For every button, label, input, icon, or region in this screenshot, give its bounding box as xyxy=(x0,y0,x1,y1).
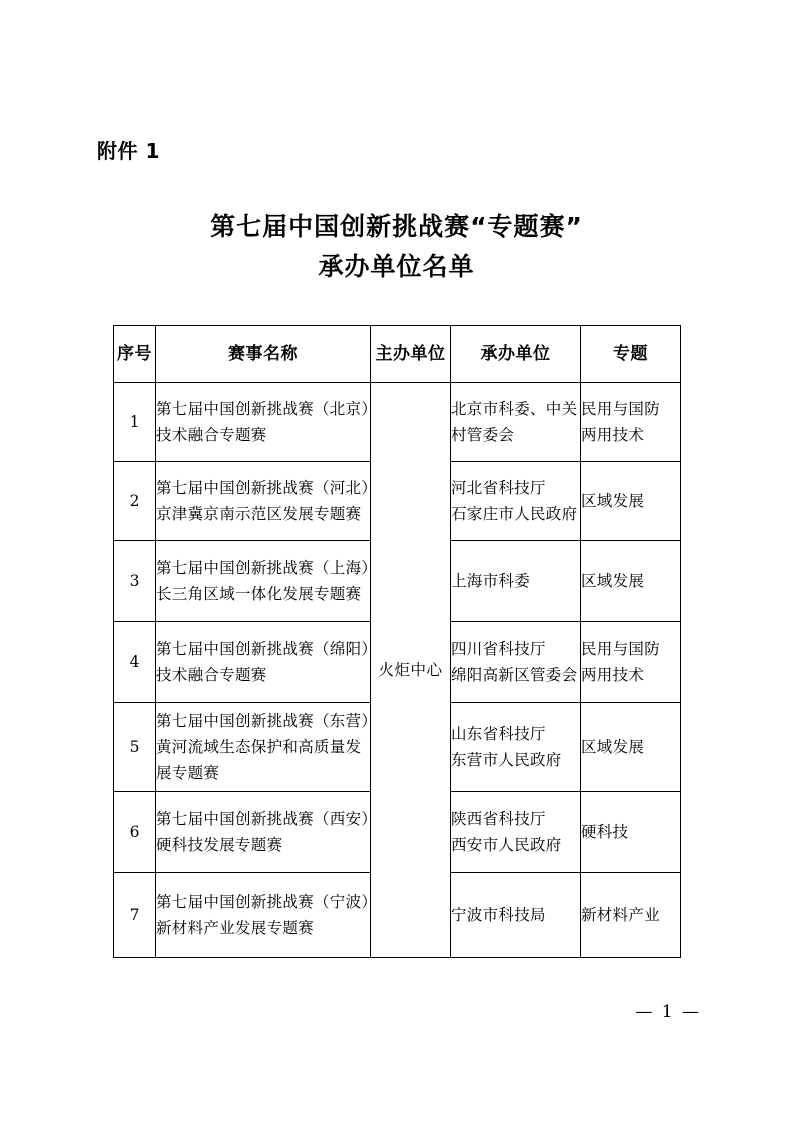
cell-event-name-line-2: 长三角区域一体化发展专题赛 xyxy=(156,585,362,603)
cell-event-name-line-2: 技术融合专题赛 xyxy=(156,666,267,684)
cell-topic-line-2: 两用技术 xyxy=(581,666,645,684)
cell-topic xyxy=(581,541,681,622)
cell-organizer-line-2: 东营市人民政府 xyxy=(451,751,562,769)
cell-seq: 1 xyxy=(114,383,156,462)
cell-topic xyxy=(581,792,681,873)
cell-event-name xyxy=(156,792,378,873)
cell-event-name xyxy=(156,873,378,958)
cell-topic-line-1: 区域发展 xyxy=(581,738,645,756)
cell-event-name xyxy=(156,541,378,622)
cell-organizer-line-1: 山东省科技厅 xyxy=(451,725,546,743)
cell-organizer-line-1: 上海市科委 xyxy=(451,572,531,590)
attachment-label: 附件 1 xyxy=(97,139,160,163)
header-cell-topic: 专题 xyxy=(581,326,681,383)
cell-topic-line-1: 区域发展 xyxy=(581,572,645,590)
cell-topic-line-1: 民用与国防 xyxy=(581,400,661,418)
cell-seq: 5 xyxy=(114,703,156,792)
table-header-row xyxy=(114,326,681,383)
cell-event-name-line-1: 第七届中国创新挑战赛（宁波） xyxy=(156,893,378,911)
cell-organizer xyxy=(451,541,581,622)
cell-organizer xyxy=(451,703,581,792)
cell-seq: 6 xyxy=(114,792,156,873)
cell-organizer xyxy=(451,873,581,958)
cell-event-name-line-1: 第七届中国创新挑战赛（东营） xyxy=(156,712,378,730)
cell-organizer-line-1: 陕西省科技厅 xyxy=(451,810,546,828)
cell-organizer-line-2: 石家庄市人民政府 xyxy=(451,505,578,523)
cell-topic-line-1: 区域发展 xyxy=(581,492,645,510)
cell-organizer-line-1: 四川省科技厅 xyxy=(451,640,546,658)
cell-topic-line-1: 硬科技 xyxy=(581,823,629,841)
cell-topic-line-2: 两用技术 xyxy=(581,426,645,444)
cell-topic xyxy=(581,873,681,958)
cell-seq: 2 xyxy=(114,462,156,541)
cell-organizer-line-2: 绵阳高新区管委会 xyxy=(451,666,578,684)
cell-topic xyxy=(581,703,681,792)
cell-event-name xyxy=(156,703,378,792)
cell-event-name-line-1: 第七届中国创新挑战赛（西安） xyxy=(156,810,378,828)
page-title-line-1: 第七届中国创新挑战赛“专题赛” xyxy=(210,212,583,241)
header-cell-seq: 序号 xyxy=(114,326,156,383)
cell-event-name-line-2: 黄河流域生态保护和高质量发 xyxy=(156,738,362,756)
cell-event-name-line-2: 新材料产业发展专题赛 xyxy=(156,919,315,937)
organizer-table xyxy=(113,325,681,958)
cell-host-merged: 火炬中心 xyxy=(371,383,451,958)
cell-event-name-line-2: 技术融合专题赛 xyxy=(156,426,267,444)
cell-topic xyxy=(581,622,681,703)
cell-event-name-line-1: 第七届中国创新挑战赛（北京） xyxy=(156,400,378,418)
cell-topic-line-1: 民用与国防 xyxy=(581,640,661,658)
header-cell-host: 主办单位 xyxy=(371,326,451,383)
page-number: — 1 — xyxy=(635,1002,701,1022)
header-cell-organizer: 承办单位 xyxy=(451,326,581,383)
cell-event-name-line-1: 第七届中国创新挑战赛（河北） xyxy=(156,479,378,497)
cell-organizer-line-1: 河北省科技厅 xyxy=(451,479,546,497)
cell-seq: 7 xyxy=(114,873,156,958)
cell-organizer xyxy=(451,792,581,873)
page-title xyxy=(0,207,793,287)
cell-topic xyxy=(581,383,681,462)
cell-event-name-line-2: 硬科技发展专题赛 xyxy=(156,836,283,854)
organizer-table-wrapper xyxy=(113,325,680,958)
cell-event-name xyxy=(156,462,378,541)
cell-organizer xyxy=(451,622,581,703)
cell-organizer xyxy=(451,383,581,462)
cell-organizer xyxy=(451,462,581,541)
cell-organizer-line-1: 宁波市科技局 xyxy=(451,906,546,924)
cell-seq: 3 xyxy=(114,541,156,622)
header-cell-event-name: 赛事名称 xyxy=(156,326,371,383)
cell-event-name-line-3: 展专题赛 xyxy=(156,764,220,782)
cell-organizer-line-2: 西安市人民政府 xyxy=(451,836,562,854)
table-row xyxy=(114,383,681,462)
cell-event-name xyxy=(156,622,378,703)
cell-event-name-line-2: 京津冀京南示范区发展专题赛 xyxy=(156,505,362,523)
cell-organizer-line-1: 北京市科委、中关 xyxy=(451,400,578,418)
cell-topic xyxy=(581,462,681,541)
cell-organizer-line-2: 村管委会 xyxy=(451,426,515,444)
cell-seq: 4 xyxy=(114,622,156,703)
cell-event-name-line-1: 第七届中国创新挑战赛（绵阳） xyxy=(156,640,378,658)
cell-topic-line-1: 新材料产业 xyxy=(581,906,661,924)
cell-event-name xyxy=(156,383,378,462)
page-title-line-2: 承办单位名单 xyxy=(318,252,475,281)
cell-event-name-line-1: 第七届中国创新挑战赛（上海） xyxy=(156,559,378,577)
